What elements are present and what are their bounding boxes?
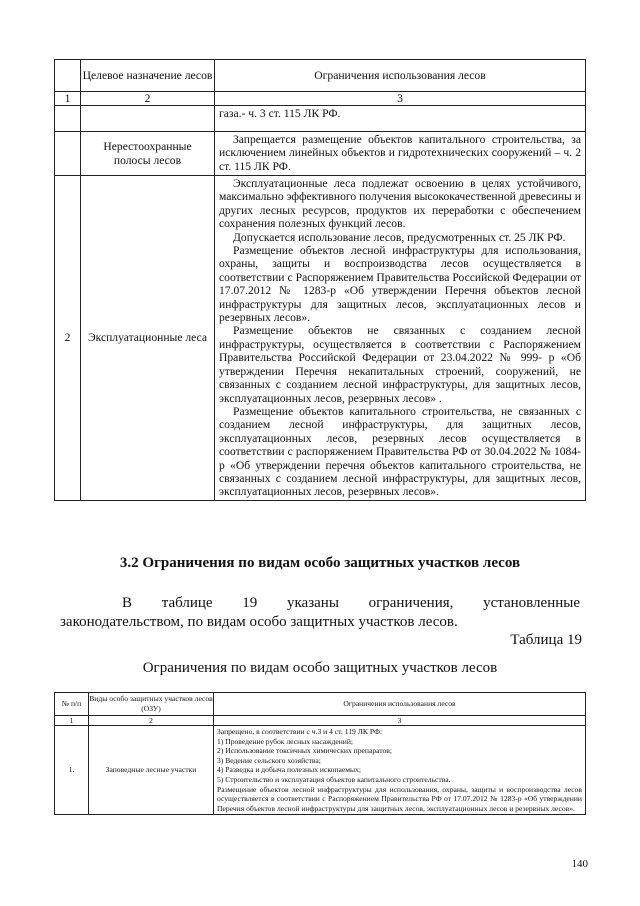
restriction-line: 2) Использование токсичных химических препаратов;	[217, 746, 393, 756]
restriction-line: 5) Строительство и эксплуатация объектов капитального строительства.	[217, 774, 451, 784]
restriction-line: 1) Проведение рубок лесных насаждений;	[217, 736, 354, 746]
header-ozu-type: Виды особо защитных участков лесов (ОЗУ)	[89, 693, 214, 716]
table-header-row	[55, 60, 586, 92]
table-label: Таблица 19	[510, 632, 582, 648]
restriction-line: 3) Ведение сельского хозяйства;	[217, 755, 321, 765]
section-heading: 3.2 Ограничения по видам особо защитных участков лесов	[119, 555, 521, 571]
row-restrictions	[215, 176, 586, 501]
header-restrictions: Ограничения использования лесов	[214, 693, 586, 716]
table-row	[55, 176, 586, 501]
column-number: 2	[81, 92, 215, 106]
restriction-paragraph: Размещение объектов не связанных с созданием лесной инфраструктуры, осуществляется в соответствии с Распоряжением Правительства Российской Федерации от 23.04.2022 № 999- р «Об утверждении Перечня некапитальных строений, сооружений, не связанных с созданием лесной инфраструктуры, для защитных лесов, эксплуатационных лесов, резервных лесов» .	[219, 324, 581, 405]
row-restrictions	[214, 726, 586, 815]
column-number: 3	[214, 716, 586, 726]
table-header-row	[55, 693, 586, 716]
forest-restrictions-table	[54, 59, 586, 501]
table-column-numbers-row	[55, 716, 586, 726]
column-number: 3	[215, 92, 586, 106]
column-number: 1	[55, 716, 89, 726]
row-purpose: Нерестоохранные полосы лесов	[81, 132, 215, 176]
paragraph-word: установленные	[483, 595, 580, 611]
ozu-restrictions-table	[54, 692, 586, 815]
restriction-paragraph: Размещение объектов лесной инфраструктуры для использования, охраны, защиты и воспроизводства лесов осуществляется в соответствии с Распоряжением Правительства Российской Федерации от 17.07.2012 № 1283-р «Об утверждении Перечня объектов лесной инфраструктуры для защитных лесов, эксплуатационных лесов и резервных лесов».	[219, 244, 581, 325]
table-column-numbers-row	[55, 92, 586, 106]
paragraph-second-line: законодательством, по видам особо защитных участков лесов.	[60, 614, 458, 630]
paragraph-first-line	[90, 594, 580, 613]
table-row	[55, 106, 586, 132]
restriction-line: Запрещено, в соответствии с ч.3 и 4 ст. 119 ЛК РФ:	[217, 727, 383, 736]
column-number: 1	[55, 92, 81, 106]
row-restrictions	[215, 106, 586, 132]
restriction-paragraph: Размещение объектов капитального строительства, не связанных с созданием лесной инфраструктуры, для защитных лесов, эксплуатационных лесов, резервных лесов осуществляется в соответствии с распоряжением Правительства РФ от 30.04.2022 № 1084-р «Об утверждении перечня объектов капитального строительства, не связанных с созданием лесной инфраструктуры, для защитных лесов, эксплуатационных лесов, резервных лесов».	[219, 404, 581, 499]
row-purpose: Эксплуатационные леса	[81, 176, 215, 501]
table-row	[55, 132, 586, 176]
header-number: № п/п	[55, 693, 89, 716]
row-ozu-type: Заповедные лесные участки	[89, 726, 214, 815]
row-number: 1.	[55, 726, 89, 815]
column-number: 2	[89, 716, 214, 726]
row-purpose	[81, 106, 215, 132]
table-row	[55, 726, 586, 815]
paragraph-word: В	[122, 595, 133, 611]
row-number: 2	[55, 176, 81, 501]
paragraph-word: указаны	[286, 595, 339, 611]
paragraph-word: таблице	[161, 595, 213, 611]
row-number	[55, 132, 81, 176]
page-number: 140	[571, 858, 588, 870]
row-restrictions	[215, 132, 586, 176]
restriction-line: 4) Разведка и добыча полезных ископаемых;	[217, 765, 362, 775]
table-caption: Ограничения по видам особо защитных участков лесов	[142, 660, 498, 676]
row-number	[55, 106, 81, 132]
header-restrictions: Ограничения использования лесов	[215, 60, 586, 92]
section-paragraph	[60, 594, 580, 632]
paragraph-word: 19	[242, 595, 258, 611]
restriction-paragraph: газа.- ч. 3 ст. 115 ЛК РФ.	[219, 107, 341, 120]
restriction-line: Размещение объектов лесной инфраструктуры для использования, охраны, защиты и воспроизводства лесов осуществляется в соответствии с Распоряжением Правительства РФ от 17.07.2012 № 1283-р «Об утверждении Перечня объектов лесной инфраструктуры для защитных лесов, эксплуатационных лесов и резервных лесов».	[217, 784, 582, 813]
header-number	[55, 60, 81, 92]
header-purpose: Целевое назначение лесов	[81, 60, 215, 92]
paragraph-word: ограничения,	[368, 595, 454, 611]
restriction-paragraph: Запрещается размещение объектов капитального строительства, за исключением линейных объектов и гидротехнических сооружений – ч. 2 ст. 115 ЛК РФ.	[219, 133, 581, 173]
restriction-paragraph: Эксплуатационные леса подлежат освоению в целях устойчивого, максимально эффективного получения высококачественной древесины и других лесных ресурсов, продуктов их переработки с обеспечением сохранения полезных функций лесов.	[219, 177, 581, 231]
restriction-paragraph: Допускается использование лесов, предусмотренных ст. 25 ЛК РФ.	[233, 230, 566, 244]
